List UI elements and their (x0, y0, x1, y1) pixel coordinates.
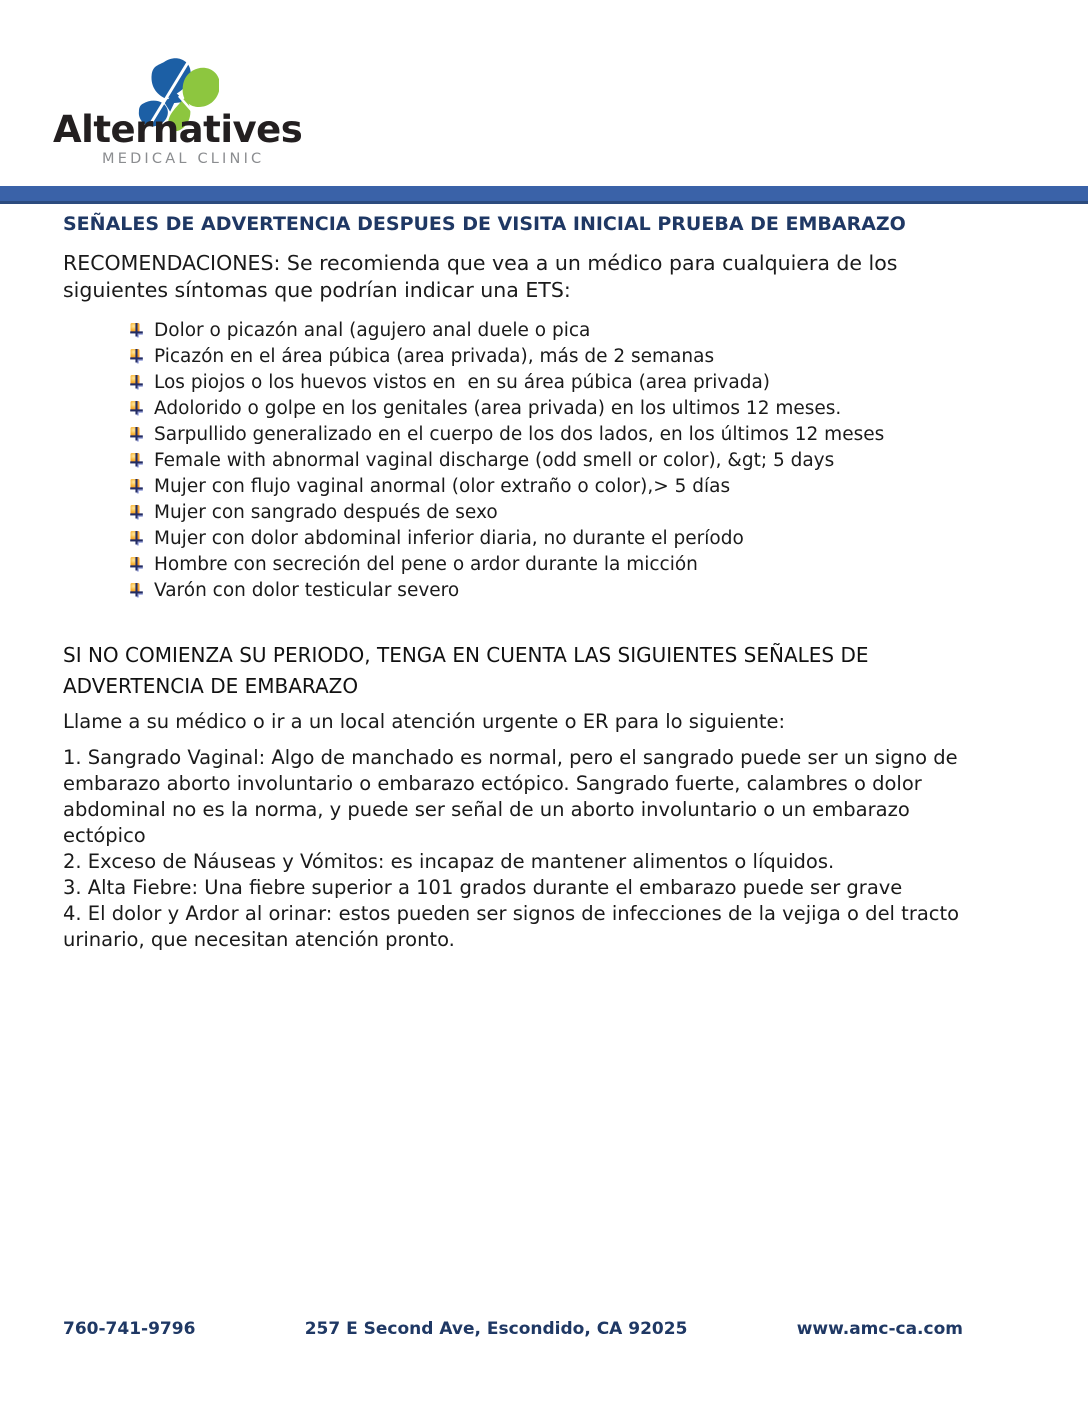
down-arrow-bullet-icon (130, 322, 143, 338)
symptom-list-item (130, 395, 884, 421)
symptom-list-item (130, 473, 884, 499)
recommendations-paragraph: RECOMENDACIONES: Se recomienda que vea a un médico para cualquiera de los siguientes síntomas que podrían indicar una ETS: (63, 251, 898, 302)
page-title: SEÑALES DE ADVERTENCIA DESPUES DE VISITA INICIAL PRUEBA DE EMBARAZO (63, 213, 906, 235)
down-arrow-bullet-icon (130, 582, 143, 598)
down-arrow-bullet-icon (130, 374, 143, 390)
down-arrow-bullet-icon (130, 478, 143, 494)
call-doctor-line: Llame a su médico o ir a un local atención urgente o ER para lo siguiente: (63, 710, 786, 733)
footer-phone: 760-741-9796 (63, 1319, 196, 1339)
symptom-text: Picazón en el área púbica (area privada), más de 2 semanas (154, 345, 715, 367)
header-divider-bar (0, 186, 1088, 204)
footer-address: 257 E Second Ave, Escondido, CA 92025 (304, 1319, 688, 1339)
symptom-text: Adolorido o golpe en los genitales (area privada) en los ultimos 12 meses. (154, 397, 842, 419)
down-arrow-bullet-icon (130, 504, 143, 520)
symptom-list-item (130, 551, 884, 577)
clinic-name: Alternatives (53, 108, 303, 151)
down-arrow-bullet-icon (130, 348, 143, 364)
symptom-text: Dolor o picazón anal (agujero anal duele o pica (154, 319, 591, 341)
symptom-list-item (130, 499, 884, 525)
down-arrow-bullet-icon (130, 400, 143, 416)
symptom-text: Mujer con sangrado después de sexo (154, 501, 498, 523)
down-arrow-bullet-icon (130, 426, 143, 442)
symptom-text: Los piojos o los huevos vistos en en su área púbica (area privada) (154, 371, 771, 393)
symptom-text: Mujer con dolor abdominal inferior diaria, no durante el período (154, 527, 744, 549)
section-heading-pregnancy-warning: SI NO COMIENZA SU PERIODO, TENGA EN CUENTA LAS SIGUIENTES SEÑALES DE ADVERTENCIA DE EMBARAZO (63, 643, 869, 698)
warning-item: 4. El dolor y Ardor al orinar: estos pueden ser signos de infecciones de la vejiga o del tracto urinario, que necesitan atención pronto. (63, 902, 960, 951)
symptom-list-item (130, 577, 884, 603)
warning-item: 2. Exceso de Náuseas y Vómitos: es incapaz de mantener alimentos o líquidos. (63, 850, 835, 873)
warning-numbered-list (63, 745, 975, 953)
symptom-list-item (130, 421, 884, 447)
symptom-list-item (130, 369, 884, 395)
symptom-list-item (130, 343, 884, 369)
symptom-text: Female with abnormal vaginal discharge (odd smell or color), &gt; 5 days (154, 449, 835, 471)
footer-website: www.amc-ca.com (796, 1319, 963, 1339)
symptom-text: Hombre con secreción del pene o ardor durante la micción (154, 553, 698, 575)
down-arrow-bullet-icon (130, 556, 143, 572)
symptom-text: Varón con dolor testicular severo (154, 579, 460, 601)
page-footer (63, 1319, 963, 1339)
symptom-list-item (130, 447, 884, 473)
symptom-text: Sarpullido generalizado en el cuerpo de los dos lados, en los últimos 12 meses (154, 423, 885, 445)
clinic-tagline: MEDICAL CLINIC (102, 151, 265, 167)
symptom-list-item (130, 317, 884, 343)
symptom-text: Mujer con flujo vaginal anormal (olor extraño o color),> 5 días (154, 475, 731, 497)
symptom-list (130, 317, 884, 603)
warning-item: 1. Sangrado Vaginal: Algo de manchado es normal, pero el sangrado puede ser un signo de embarazo aborto involuntario o embarazo ectópico. Sangrado fuerte, calambres o dolor abdominal no es la norma, y puede ser señal de un aborto involuntario o un embarazo ectópico (63, 746, 958, 847)
down-arrow-bullet-icon (130, 530, 143, 546)
warning-item: 3. Alta Fiebre: Una fiebre superior a 101 grados durante el embarazo puede ser grave (63, 876, 903, 899)
symptom-list-item (130, 525, 884, 551)
down-arrow-bullet-icon (130, 452, 143, 468)
